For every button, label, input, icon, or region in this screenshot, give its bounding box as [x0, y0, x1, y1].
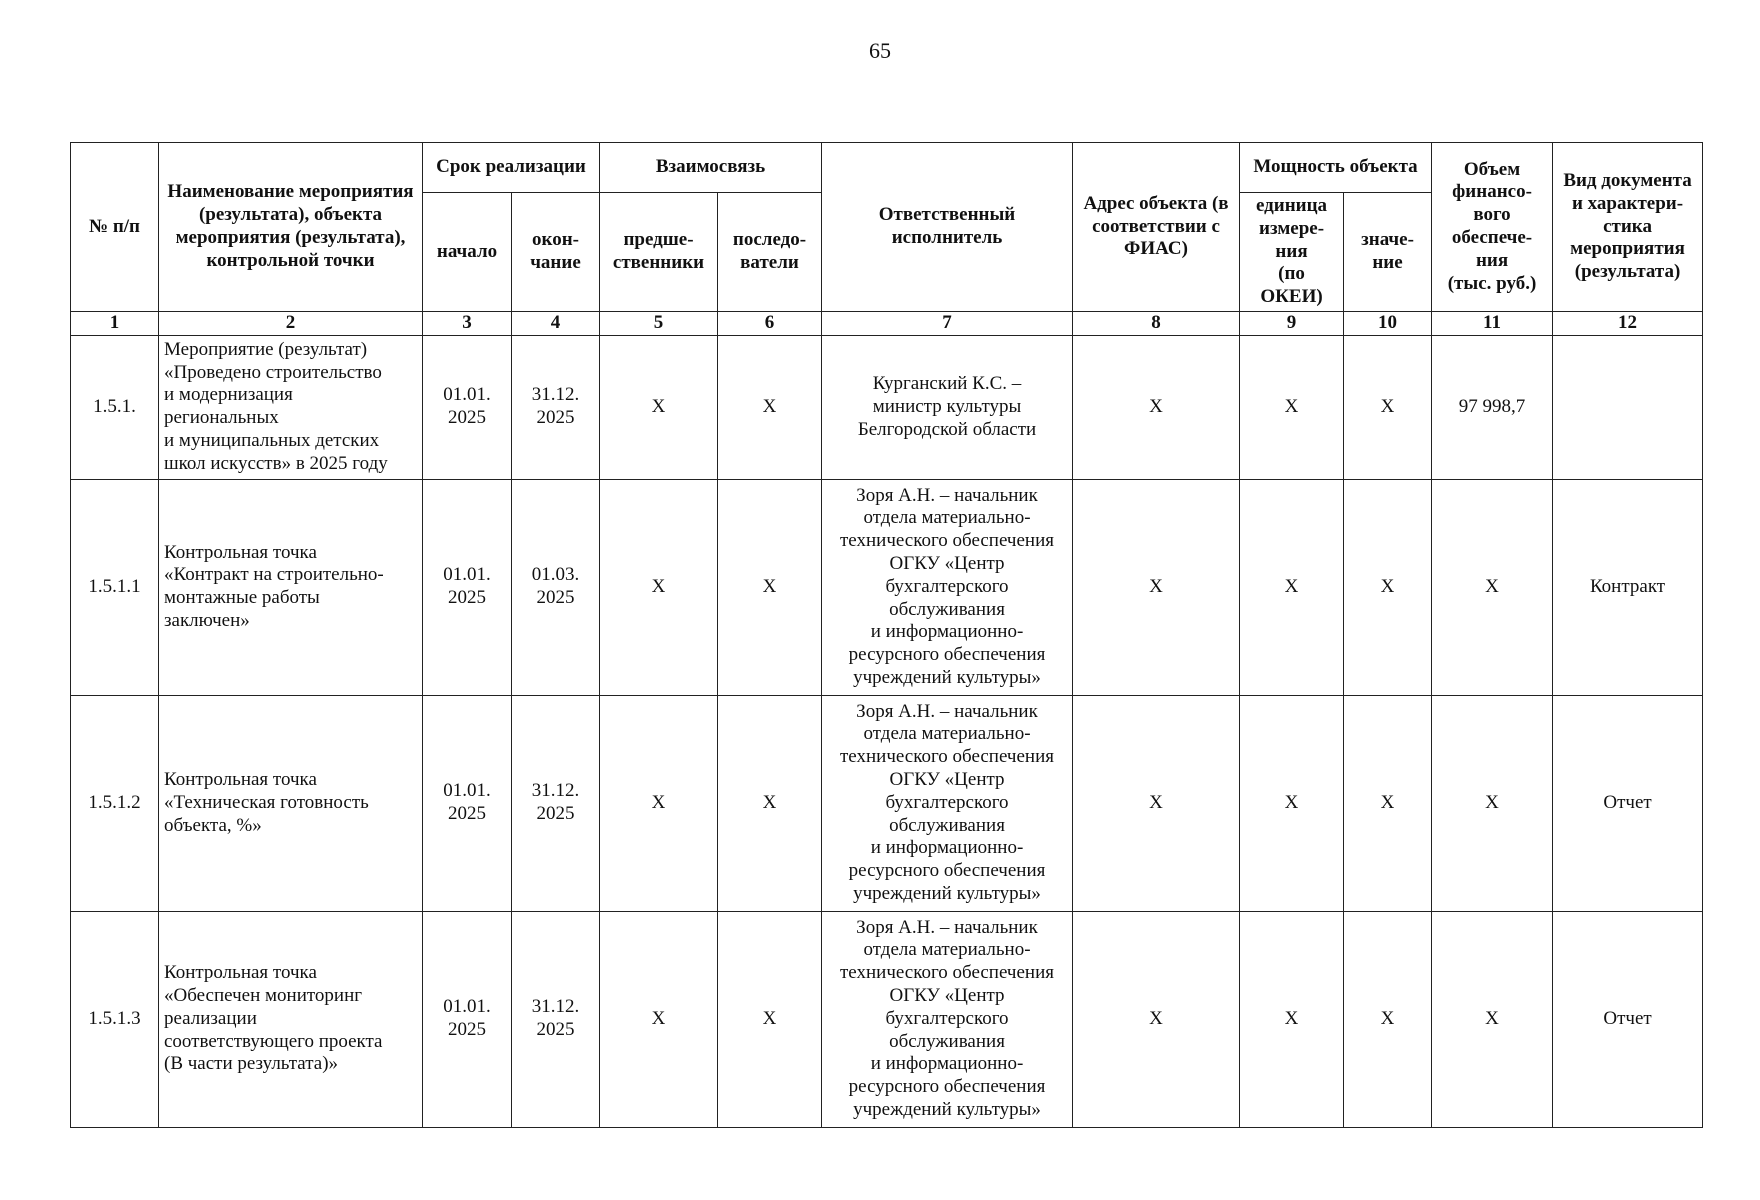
row-executor: Курганский К.С. – министр культуры Белгородской области	[822, 335, 1073, 479]
column-number: 5	[600, 311, 718, 335]
row-unit: Х	[1240, 695, 1344, 911]
header-end: окон- чание	[512, 193, 600, 312]
header-period: Срок реализации	[423, 143, 600, 193]
header-address: Адрес объекта (в соответствии с ФИАС)	[1073, 143, 1240, 312]
plan-table	[70, 142, 1703, 1128]
row-start: 01.01. 2025	[423, 479, 512, 695]
row-predecessors: Х	[600, 911, 718, 1127]
row-funding: Х	[1432, 479, 1553, 695]
row-name: Мероприятие (результат) «Проведено строительство и модернизация региональных и муниципальных детских школ искусств» в 2025 году	[159, 335, 423, 479]
row-value: Х	[1344, 911, 1432, 1127]
row-doc-type: Контракт	[1553, 479, 1703, 695]
row-end: 31.12. 2025	[512, 695, 600, 911]
row-unit: Х	[1240, 911, 1344, 1127]
header-funding: Объем финансо- вого обеспече- ния (тыс. руб.)	[1432, 143, 1553, 312]
column-number: 1	[71, 311, 159, 335]
row-doc-type: Отчет	[1553, 695, 1703, 911]
header-predecessors: предше- ственники	[600, 193, 718, 312]
header-value: значе- ние	[1344, 193, 1432, 312]
column-number: 12	[1553, 311, 1703, 335]
row-value: Х	[1344, 695, 1432, 911]
row-successors: Х	[718, 695, 822, 911]
column-number: 9	[1240, 311, 1344, 335]
column-number: 4	[512, 311, 600, 335]
row-number: 1.5.1.	[71, 335, 159, 479]
row-start: 01.01. 2025	[423, 335, 512, 479]
header-unit: единица измере- ния (по ОКЕИ)	[1240, 193, 1344, 312]
row-funding: 97 998,7	[1432, 335, 1553, 479]
row-executor: Зоря А.Н. – начальник отдела материально- технического обеспечения ОГКУ «Центр бухгалтерского обслуживания и информационно- ресурсного обеспечения учреждений культуры»	[822, 479, 1073, 695]
header-relation: Взаимосвязь	[600, 143, 822, 193]
row-start: 01.01. 2025	[423, 911, 512, 1127]
row-executor: Зоря А.Н. – начальник отдела материально- технического обеспечения ОГКУ «Центр бухгалтерского обслуживания и информационно- ресурсного обеспечения учреждений культуры»	[822, 695, 1073, 911]
row-predecessors: Х	[600, 695, 718, 911]
header-number: № п/п	[71, 143, 159, 312]
row-doc-type: Отчет	[1553, 911, 1703, 1127]
header-doc-type: Вид документа и характери- стика мероприятия (результата)	[1553, 143, 1703, 312]
row-end: 01.03. 2025	[512, 479, 600, 695]
column-number: 8	[1073, 311, 1240, 335]
row-name: Контрольная точка «Техническая готовность объекта, %»	[159, 695, 423, 911]
table-row	[71, 911, 1703, 1127]
row-start: 01.01. 2025	[423, 695, 512, 911]
column-number: 11	[1432, 311, 1553, 335]
column-number: 3	[423, 311, 512, 335]
row-predecessors: Х	[600, 335, 718, 479]
row-unit: Х	[1240, 479, 1344, 695]
row-end: 31.12. 2025	[512, 911, 600, 1127]
row-funding: Х	[1432, 695, 1553, 911]
row-end: 31.12. 2025	[512, 335, 600, 479]
row-address: Х	[1073, 695, 1240, 911]
row-number: 1.5.1.1	[71, 479, 159, 695]
header-capacity: Мощность объекта	[1240, 143, 1432, 193]
table-row	[71, 479, 1703, 695]
row-name: Контрольная точка «Контракт на строительно- монтажные работы заключен»	[159, 479, 423, 695]
row-successors: Х	[718, 479, 822, 695]
row-address: Х	[1073, 911, 1240, 1127]
column-number: 2	[159, 311, 423, 335]
row-number: 1.5.1.2	[71, 695, 159, 911]
column-number: 7	[822, 311, 1073, 335]
row-number: 1.5.1.3	[71, 911, 159, 1127]
row-unit: Х	[1240, 335, 1344, 479]
row-successors: Х	[718, 335, 822, 479]
row-address: Х	[1073, 479, 1240, 695]
header-start: начало	[423, 193, 512, 312]
column-number: 10	[1344, 311, 1432, 335]
row-address: Х	[1073, 335, 1240, 479]
row-predecessors: Х	[600, 479, 718, 695]
page-number: 65	[869, 38, 891, 63]
row-funding: Х	[1432, 911, 1553, 1127]
header-successors: последо- ватели	[718, 193, 822, 312]
row-value: Х	[1344, 335, 1432, 479]
row-doc-type	[1553, 335, 1703, 479]
header-name: Наименование мероприятия (результата), объекта мероприятия (результата), контрольной точки	[159, 143, 423, 312]
row-successors: Х	[718, 911, 822, 1127]
table-row	[71, 335, 1703, 479]
table-row	[71, 695, 1703, 911]
row-value: Х	[1344, 479, 1432, 695]
row-executor: Зоря А.Н. – начальник отдела материально- технического обеспечения ОГКУ «Центр бухгалтерского обслуживания и информационно- ресурсного обеспечения учреждений культуры»	[822, 911, 1073, 1127]
row-name: Контрольная точка «Обеспечен мониторинг реализации соответствующего проекта (В части результата)»	[159, 911, 423, 1127]
column-number: 6	[718, 311, 822, 335]
header-executor: Ответственный исполнитель	[822, 143, 1073, 312]
